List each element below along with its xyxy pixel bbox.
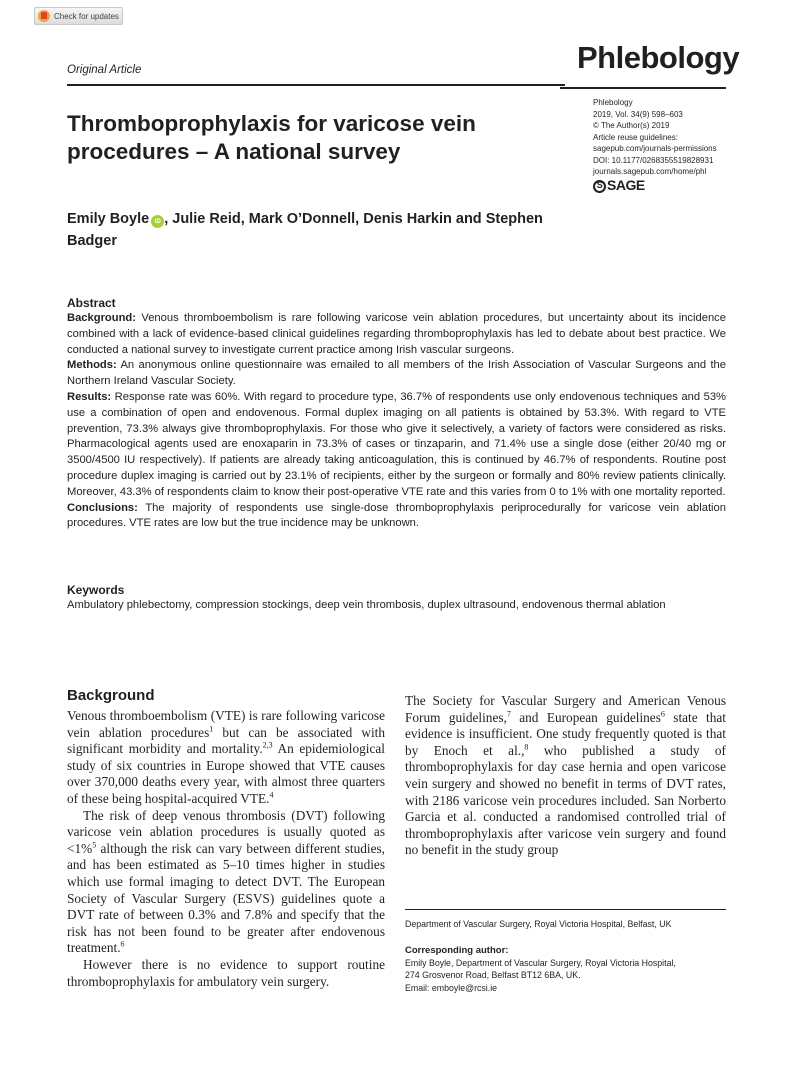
author-list — [67, 208, 547, 252]
journal-name: Phlebology — [577, 40, 740, 75]
abstract-text: The majority of respondents use single-dose thromboprophylaxis periprocedurally for varicose vein ablation procedures. VTE rates are low but the true incidence may be unknown. — [67, 501, 726, 530]
meta-permissions-link[interactable]: sagepub.com/journals-permissions — [593, 144, 717, 153]
affiliation: Department of Vascular Surgery, Royal Victoria Hospital, Belfast, UK — [405, 919, 672, 929]
corresponding-email[interactable]: Email: emboyle@rcsi.ie — [405, 982, 498, 993]
abstract-heading: Abstract — [67, 296, 116, 310]
journal-meta — [593, 97, 717, 193]
abstract-label: Conclusions: — [67, 501, 138, 514]
sage-label: SAGE — [607, 177, 645, 194]
citation-link[interactable]: 7 — [506, 709, 511, 719]
abstract-text: An anonymous online questionnaire was emailed to all members of the Irish Association of Vascular Surgeons and the Northern Ireland Vascular Society. — [67, 359, 726, 388]
abstract-label: Methods: — [67, 359, 117, 372]
paragraph: Venous thromboembolism (VTE) is rare following varicose vein ablation procedures$^1$ but can be associated with significant morbidity and mortality.$^{2,3}$ An epidemiological study of six countries in Europe showed that VTE causes over 370,000 deaths every year, with almost three quarters of these being hospital-acquired VTE.$^4$ — [67, 708, 385, 806]
abstract-label: Results: — [67, 390, 112, 403]
abstract-conclusions — [67, 501, 726, 533]
citation-link[interactable]: 4 — [269, 790, 274, 800]
other-authors: , Julie Reid, Mark O’Donnell, Denis Harkin and Stephen Badger — [67, 211, 543, 249]
journal-rule — [560, 87, 726, 89]
abstract-text: Venous thromboembolism is rare following varicose vein ablation procedures, but uncertainty about its incidence combined with a lack of evidence-based clinical guidelines regarding thromboprophylaxis has led to debate about best practice. We conducted a national survey to investigate current practice among Irish vascular surgeons. — [67, 312, 726, 356]
meta-doi[interactable]: DOI: 10.1177/0268355519828931 — [593, 155, 714, 165]
citation-link[interactable]: 2,3 — [262, 740, 273, 750]
section-heading: Background — [67, 687, 155, 704]
crossmark-icon — [38, 10, 50, 22]
keywords-list: Ambulatory phlebectomy, compression stockings, deep vein thrombosis, duplex ultrasound, endovenous thermal ablation — [67, 599, 666, 611]
keywords-heading: Keywords — [67, 583, 125, 597]
abstract-text: Response rate was 60%. With regard to procedure type, 36.7% of respondents use only endovenous techniques and 53% use a combination of open and endovenous. Formal duplex imaging on all patients is obtained by 53.3%. With regard to VTE prevention, 73.3% always give thromboprophylaxis. For those who give it selectively, a variety of factors were considered as risks. Pharmacological agents used are enoxaparin in 73.3% of cases or tinzaparin, and 71.4% use a single dose (either 20/40 mg or 3500/4500 IU respectively). If patients are already taking anticoagulation, this is continued by 46.7% of respondents. Routine post procedure duplex imaging is carried out by 23.1% of recipients, either by the surgeon or formally and 80% review patients clinically. Moreover, 43.3% of respondents claim to know their post-operative VTE rate and this varies from 0 to 1% with one mortality reported. — [67, 390, 726, 498]
corresponding-author — [405, 945, 676, 994]
corresponding-label: Corresponding author: — [405, 945, 509, 956]
body-column-left — [67, 686, 385, 990]
abstract-label: Background: — [67, 312, 136, 324]
footnote-rule — [405, 909, 726, 910]
check-for-updates-label: Check for updates — [54, 11, 119, 21]
first-author: Emily Boyle — [67, 211, 150, 227]
corresponding-line: 274 Grosvenor Road, Belfast BT12 6BA, UK. — [405, 970, 581, 981]
citation-link[interactable]: 6 — [660, 709, 665, 719]
citation-link[interactable]: 8 — [524, 742, 529, 752]
body-column-right — [405, 693, 726, 859]
keywords — [67, 582, 726, 614]
abstract-methods — [67, 358, 726, 390]
orcid-icon[interactable]: iD — [151, 215, 164, 228]
article-type: Original Article — [67, 64, 142, 76]
sage-logo — [593, 177, 717, 194]
abstract-background — [67, 311, 726, 358]
meta-journal-link[interactable]: journals.sagepub.com/home/phl — [593, 167, 707, 176]
corresponding-line: Emily Boyle, Department of Vascular Surgery, Royal Victoria Hospital, — [405, 958, 676, 969]
meta-volume: 2019, Vol. 34(9) 598–603 — [593, 109, 683, 119]
paragraph: However there is no evidence to support routine thromboprophylaxis for ambulatory vein surgery. — [67, 956, 385, 989]
meta-journal: Phlebology — [593, 98, 633, 107]
meta-reuse-label: Article reuse guidelines: — [593, 132, 678, 142]
article-title: Thromboprophylaxis for varicose vein procedures – A national survey — [67, 111, 476, 164]
citation-link[interactable]: 5 — [92, 840, 97, 850]
citation-link[interactable]: 6 — [120, 939, 125, 949]
abstract-results — [67, 390, 726, 501]
header-rule — [67, 84, 565, 86]
citation-link[interactable]: 1 — [209, 724, 214, 734]
paragraph: The risk of deep venous thrombosis (DVT) following varicose vein ablation procedures is usually quoted as <1%$^5$ although the risk can vary between different studies, and has been estimated as 5–10 times higher in studies which use formal imaging to detect DVT. The European Society of Vascular Surgery (ESVS) guidelines quote a DVT rate of between 0.3% and 7.8% and specify that the risk has not been found to be greater after endovenous treatment.$^6$ — [67, 807, 385, 956]
abstract — [67, 295, 726, 532]
paragraph: The Society for Vascular Surgery and American Venous Forum guidelines,$^7$ and European guidelines$^6$ state that evidence is insufficient. One study frequently quoted is that by Enoch et al.,$^8$ who published a study of thromboprophylaxis for day case hernia and open varicose vein surgery and showed no benefit in terms of DVT rates, with 2186 varicose vein procedures included. San Norberto Garcia et al. conducted a randomised controlled trial of thromboprophylaxis after varicose vein surgery and found no benefit in the study group — [405, 693, 726, 858]
check-for-updates-button[interactable] — [34, 7, 123, 25]
meta-copyright: © The Author(s) 2019 — [593, 121, 670, 130]
sage-s-icon: S — [593, 180, 606, 193]
